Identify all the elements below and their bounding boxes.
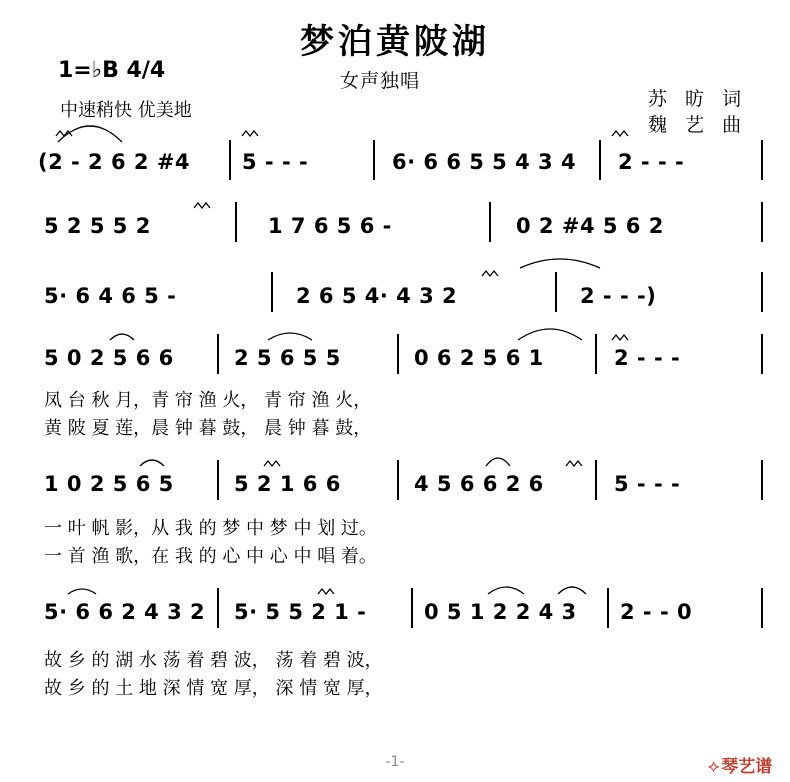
measure: 5 - - -	[614, 472, 681, 496]
measure: 2 - - -)	[580, 284, 657, 308]
lyric-line: 一 叶 帆 影，从 我 的 梦 中 梦 中 划 过。	[44, 518, 377, 539]
measure: 1 7 6 5 6 -	[268, 214, 392, 238]
measure: 5· 6 4 6 5 -	[44, 284, 177, 308]
lyric-line: 黄 陂 夏 莲，晨 钟 暮 鼓， 晨 钟 暮 鼓，	[44, 418, 372, 439]
logo-text: 琴艺谱	[721, 757, 773, 777]
measure: 0 5 1 2 2 4 3	[424, 600, 577, 624]
logo-mark-icon: ⟡	[708, 757, 720, 777]
key-signature: 1=♭B 4/4	[58, 58, 166, 83]
measure: 4 5 6 6 2 6	[414, 472, 544, 496]
measure: 5 2 5 5 2	[44, 214, 151, 238]
measure: 2 - - -	[618, 150, 685, 174]
bar-lines	[218, 140, 762, 628]
lyric-line: 故 乡 的 湖 水 荡 着 碧 波， 荡 着 碧 波，	[44, 650, 383, 671]
trill-ornaments	[56, 131, 628, 594]
measure: 2 - - 0	[620, 600, 693, 624]
lyric-line: 一 首 渔 歌，在 我 的 心 中 心 中 唱 着。	[44, 546, 377, 567]
measure: 0 6 2 5 6 1	[414, 346, 544, 370]
measure: 0 2 #4 5 6 2	[516, 214, 664, 238]
measure: 5 2 1 6 6	[234, 472, 341, 496]
page-number: -1-	[385, 754, 405, 770]
lyric-line: 故 乡 的 土 地 深 情 宽 厚， 深 情 宽 厚，	[44, 678, 383, 699]
measure: 5 0 2 5 6 6	[44, 346, 174, 370]
lyricist-credit: 苏 昉 词	[648, 88, 748, 110]
measure: 5· 5 5 2 1 -	[234, 600, 367, 624]
tempo-marking: 中速稍快 优美地	[60, 100, 192, 121]
measure: 5· 6 6 2 4 3 2	[44, 600, 206, 624]
measure: 2 - - -	[614, 346, 681, 370]
measure: 1 0 2 5 6 5	[44, 472, 174, 496]
slurs	[58, 126, 600, 594]
song-title: 梦泊黄陂湖	[300, 22, 490, 62]
performance-type: 女声独唱	[340, 70, 421, 92]
measure: 2 6 5 4· 4 3 2	[296, 284, 458, 308]
measure: 2 5 6 5 5	[234, 346, 341, 370]
composer-credit: 魏 艺 曲	[648, 114, 748, 136]
site-logo	[708, 752, 772, 777]
lyric-line: 凤 台 秋 月，青 帘 渔 火， 青 帘 渔 火，	[44, 390, 372, 411]
measure: (2 - 2 6 2 #4	[38, 150, 191, 174]
measure: 5 - - -	[242, 150, 309, 174]
measure: 6· 6 6 5 5 4 3 4	[392, 150, 577, 174]
